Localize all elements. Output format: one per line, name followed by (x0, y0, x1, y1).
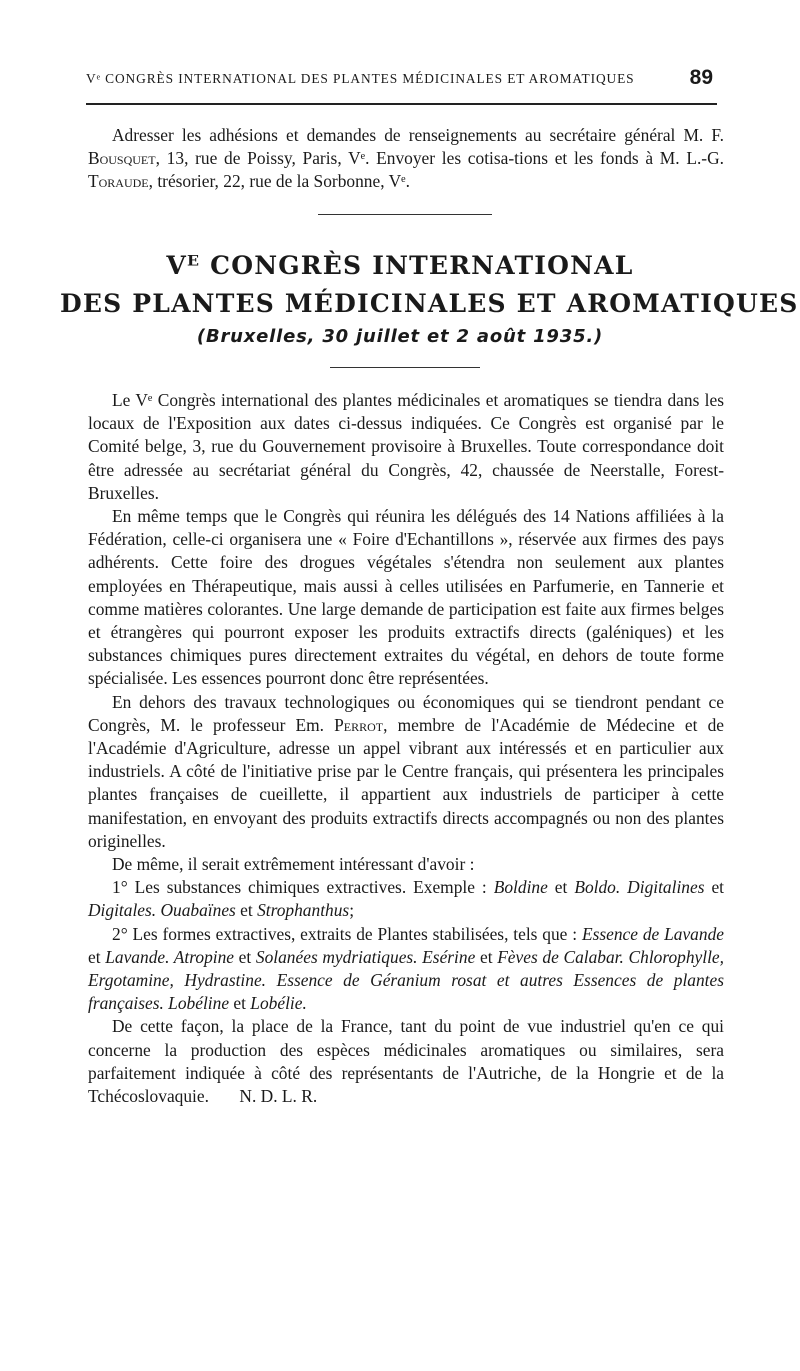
page-number: 89 (689, 66, 713, 89)
list-item-2-text: Les formes extractives, extraits de Plantes stabilisées, tels que : (127, 923, 582, 944)
paragraph-4: De même, il serait extrêmement intéressant d'avoir : (112, 854, 475, 875)
list-item-1-italic-3: Digitales. Ouabaïnes (88, 900, 236, 921)
list-item-2-italic-1: Essence de Lavande (581, 923, 724, 944)
professor-name: Perrot (334, 714, 384, 735)
notice-line-3a: tions et les fonds à M. L.-G. (514, 148, 724, 169)
paragraph-3-b: , membre de l'Académie de Médecine et de l'Académie d'Agriculture, adresse un appel vibrant aux intéressés et en particulier aux industriels. A côté de l'initiative prise par le Centre français, qui présentera les principales plantes françaises de cueillette, il appartient aux industriels de participer à cette manifestation, en envoyant des produits extractifs directs accompagnés ou non des plantes originelles. (88, 714, 724, 851)
article-subtitle: (Bruxelles, 30 juillet et 2 août 1935.) (196, 326, 604, 347)
article-title-line-2: DES PLANTES MÉDICINALES ET AROMATIQUES (60, 289, 799, 318)
list-item-1-italic-4: Strophanthus (257, 900, 350, 921)
list-item-2-italic-2: Lavande. Atropine (105, 946, 235, 967)
running-head-title: Vᵉ CONGRÈS INTERNATIONAL DES PLANTES MÉDICINALES ET AROMATIQUES (86, 71, 635, 86)
list-item-1 (88, 876, 724, 922)
secretary-name: Bousquet (88, 148, 156, 169)
membership-notice-text (88, 124, 724, 194)
paragraph-3 (88, 691, 724, 853)
paragraph-1: Le Vᵉ Congrès international des plantes médicinales et aromatiques se tiendra dans les locaux de l'Exposition aux dates ci-dessus indiquées. Ce Congrès est organisé par le Comité belge, 3, rue du Gouvernement provisoire à Bruxelles. Toute correspondance doit être adressée au secrétariat général du Congrès, 42, chaussée de Neerstalle, Forest-Bruxelles. (88, 390, 724, 503)
paragraph-2: En même temps que le Congrès qui réunira les délégués des 14 Nations affiliées à la Fédération, celle-ci organisera une « Foire d'Echantillons », réservée aux firmes des pays adhérents. Cette foire des drogues végétales s'étendra non seulement aux plantes employées en Thérapeutique, mais aussi à celles utilisées en Parfumerie, en Tannerie et comme matières colorantes. Une large demande de participation est faite aux firmes belges et étrangères qui pourront exposer les produits extractifs directs (galéniques) et les substances chimiques pures directement extraites du végétal, en dehors de toute forme spécialisée. Les essences pourront donc être représentées. (88, 506, 724, 689)
article-body (88, 389, 724, 1108)
header-rule (86, 103, 717, 105)
list-item-2-conj-4: et (229, 993, 251, 1014)
treasurer-name: Toraude (88, 171, 149, 192)
list-item-2-italic-5: Lobélie. (250, 993, 307, 1014)
notice-line-2b: , 13, rue de Poissy, Paris, Vᵉ. Envoyer les cotisa- (155, 148, 515, 169)
list-item-1-italic-1: Boldine (493, 877, 548, 898)
list-item-1-text: Les substances chimiques extractives. Exemple : (127, 877, 494, 898)
paragraph-5 (88, 1015, 724, 1108)
notice-line-3b: , trésorier, 22, rue de la Sorbonne, Vᵉ. (148, 171, 410, 192)
editor-signature: N. D. L. R. (239, 1086, 318, 1107)
article-title-line-1: Vᴱ CONGRÈS INTERNATIONAL (166, 251, 634, 280)
section-divider-bottom (330, 367, 480, 368)
list-item-2-conj-1: et (88, 946, 106, 967)
list-item-1-end: ; (349, 900, 355, 921)
paragraph-5-text: De cette façon, la place de la France, tant du point de vue industriel qu'en ce qui concerne la production des espèces médicinales aromatiques ou similaires, sera parfaitement indiquée à côté des représentants de l'Autriche, de la Hongrie et de la Tchécoslovaquie. (88, 1016, 724, 1107)
paragraph-3-a: En dehors des travaux technologiques ou économiques qui se tiendront pendant ce Congrès, M. le professeur Em. (88, 691, 724, 735)
list-item-2-conj-2: et (234, 946, 256, 967)
list-item-2 (88, 923, 724, 1016)
membership-notice (88, 124, 724, 194)
list-item-1-conj-1: et (547, 877, 575, 898)
list-item-2-number: 2° (112, 923, 128, 944)
notice-line-1: Adresser les adhésions et demandes de renseignements au secrétaire (112, 125, 617, 145)
section-divider-top (318, 214, 492, 215)
list-item-2-conj-3: et (475, 946, 498, 967)
list-item-1-conj-3: et (235, 900, 258, 921)
list-item-1-italic-2: Boldo. Digitalines (574, 877, 705, 898)
list-item-2-italic-3: Solanées mydriatiques. Esérine (255, 946, 476, 967)
list-item-1-conj-2: et (704, 877, 725, 898)
list-item-1-number: 1° (112, 877, 128, 898)
running-head (86, 66, 713, 94)
notice-line-2a: général M. F. (624, 125, 724, 145)
list-item-2-italic-4: Fèves de Calabar. Chlorophylle, Ergotamine, Hydrastine. Essence de Géranium rosat et autres Essences de plantes françaises. Lobéline (88, 946, 724, 1014)
